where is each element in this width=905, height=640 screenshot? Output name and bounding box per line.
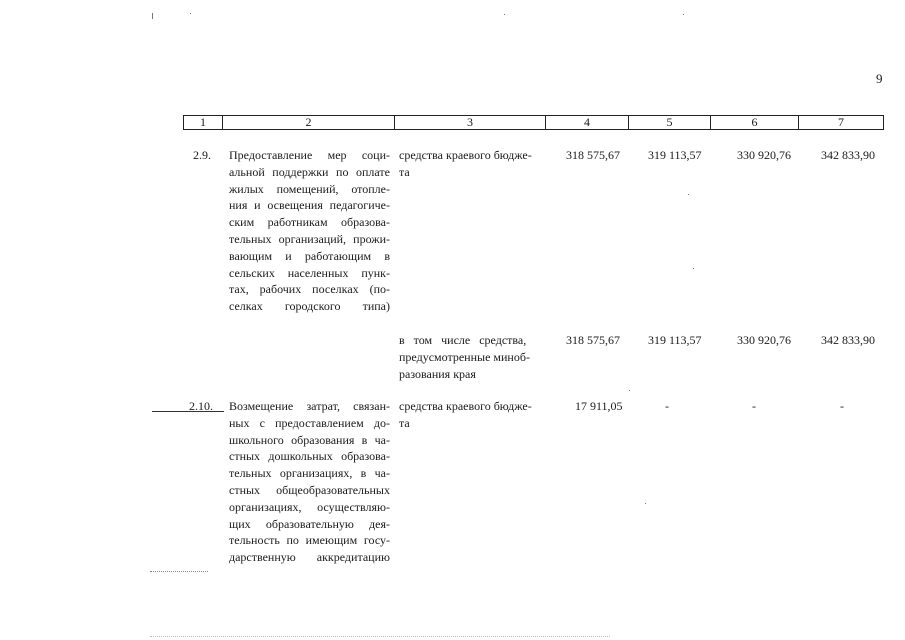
description-line: стных дошкольных образова- [229,449,390,464]
header-col-4: 4 [546,116,629,129]
description-line: вающим и работающим в [229,248,390,263]
funding-source [399,398,544,432]
description-line: ных с предоставлением до- [229,415,390,430]
header-col-3: 3 [395,116,546,129]
source-line: в том числе средства, [399,333,527,347]
source-line: та [399,415,410,430]
scan-speck [504,14,505,15]
value-col-6: 330 920,76 [737,148,791,162]
description-line: щих образовательную дея- [229,516,390,531]
row-underline [152,411,224,412]
header-col-6: 6 [711,116,799,129]
value-col-6: - [752,399,756,413]
value-col-7: 342 833,90 [821,148,875,162]
page-number: 9 [876,71,883,86]
description-line: жилых помещений, отопле- [229,181,390,196]
funding-source [399,332,541,382]
value-col-7: 342 833,90 [821,333,875,347]
header-col-1: 1 [184,116,223,129]
scan-speck [645,503,646,504]
row-number: 2.10. [189,399,213,413]
description-line: ским работникам образова- [229,215,390,230]
description-line: альной поддержки по оплате [229,164,390,179]
description-line: школьного образования в ча- [229,432,390,447]
scan-speck [693,268,694,269]
scan-artifact-line [150,636,610,638]
table-header-row [183,115,884,130]
funding-source [399,147,544,181]
row-description [229,147,390,315]
description-line: ния и освещения педагогиче- [229,198,390,213]
description-line: тельных организациях, в ча- [229,466,390,481]
scan-speck [152,13,153,19]
description-line: организациях, осуществляю- [229,499,390,514]
value-col-7: - [840,399,844,413]
scan-artifact-line [150,571,208,573]
description-line: Возмещение затрат, связан- [229,399,390,413]
scan-speck [688,194,689,195]
description-line: тах, рабочих поселках (по- [229,282,390,297]
header-col-5: 5 [629,116,711,129]
value-col-5: 319 113,57 [648,148,702,162]
description-line: селках городского типа) [229,299,390,314]
source-line: средства краевого бюдже- [399,148,532,162]
description-line: тельных организаций, прожи- [229,231,390,246]
value-col-5: 319 113,57 [648,333,702,347]
scan-speck [190,13,191,14]
scan-speck [629,390,630,391]
value-col-4: 318 575,67 [566,148,620,162]
description-line: Предоставление мер соци- [229,148,390,162]
row-number: 2.9. [193,148,211,162]
source-line: разования края [399,366,476,381]
description-line: дарственную аккредитацию [229,550,390,565]
header-col-2: 2 [223,116,395,129]
description-line: стных общеобразовательных [229,482,390,497]
scan-speck [683,14,684,15]
header-col-7: 7 [838,115,844,129]
source-line: предусмотренные миноб- [399,349,530,364]
row-description [229,398,390,566]
description-line: сельских населенных пунк- [229,265,390,280]
description-line: тельность по имеющим госу- [229,533,390,548]
value-col-6: 330 920,76 [737,333,791,347]
source-line: та [399,164,410,179]
value-col-4: 318 575,67 [566,333,620,347]
value-col-5: - [665,399,669,413]
value-col-4: 17 911,05 [575,399,623,413]
source-line: средства краевого бюдже- [399,399,532,413]
